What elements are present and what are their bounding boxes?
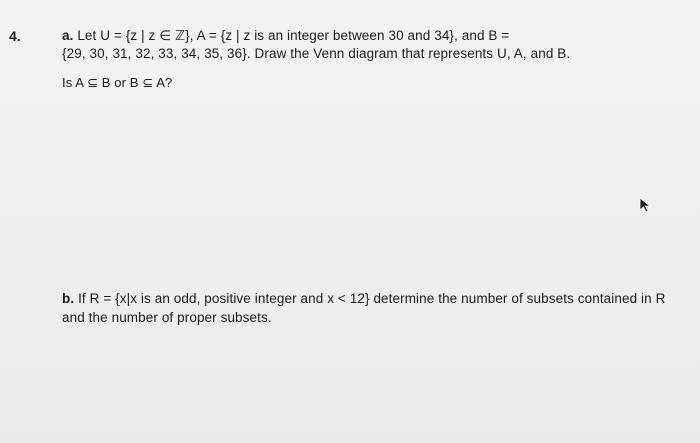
- part-b-text-1: If R = {x|x is an odd, positive integer and x < 12} determine the number of subsets contained in R: [78, 291, 666, 306]
- part-b-label: b.: [62, 291, 75, 306]
- part-a-label: a.: [62, 28, 74, 43]
- problem-number: 4.: [9, 28, 21, 44]
- part-a-line-2: {29, 30, 31, 32, 33, 34, 35, 36}. Draw the Venn diagram that represents U, A, and B.: [62, 46, 571, 61]
- part-a-text-1: Let U = {z | z ∈ ℤ}, A = {z | z is an integer between 30 and 34}, and B =: [77, 28, 510, 43]
- part-b-line-1: [62, 291, 665, 306]
- mouse-pointer-icon: [639, 197, 653, 213]
- part-b-line-2: and the number of proper subsets.: [62, 310, 272, 325]
- part-a-question: Is A ⊆ B or B ⊆ A?: [62, 75, 173, 90]
- part-a-line-1: [62, 28, 509, 44]
